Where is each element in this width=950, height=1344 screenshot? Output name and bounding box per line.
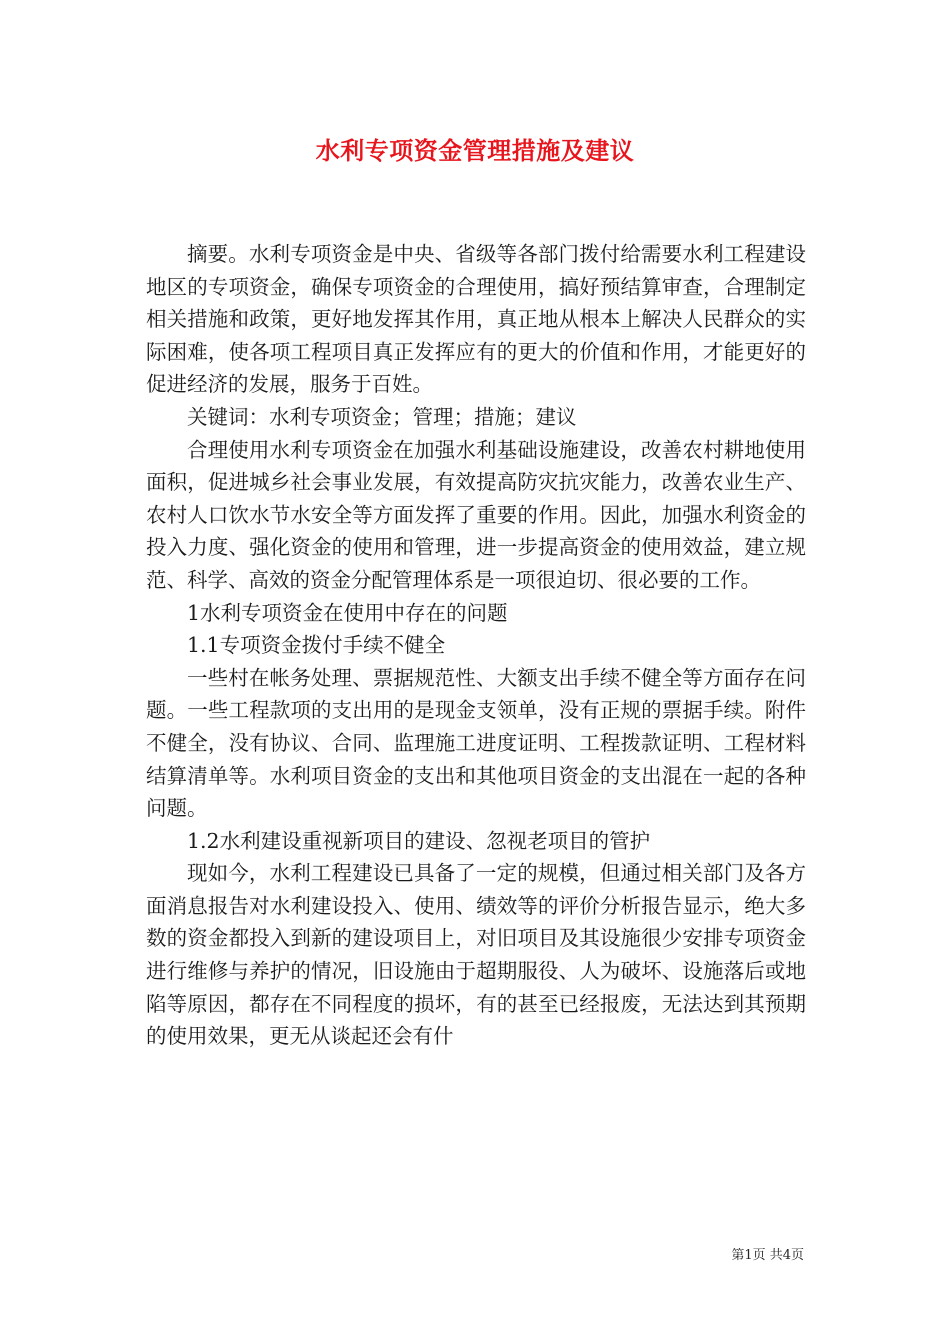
page-number-footer: 第1页 共4页 [731, 1248, 804, 1263]
abstract-paragraph: 摘要。水利专项资金是中央、省级等各部门拨付给需要水利工程建设地区的专项资金，确保专项资金的合理使用，搞好预结算审查，合理制定相关措施和政策，更好地发挥其作用，真正地从根本上解决人民群众的实际困难，使各项工程项目真正发挥应有的更大的价值和作用，才能更好的促进经济的发展，服务于百姓。 [146, 242, 806, 397]
document-title: 水利专项资金管理措施及建议 [315, 136, 635, 165]
intro-paragraph: 合理使用水利专项资金在加强水利基础设施建设，改善农村耕地使用面积，促进城乡社会事业发展，有效提高防灾抗灾能力，改善农业生产、农村人口饮水节水安全等方面发挥了重要的作用。因此，加强水利资金的投入力度、强化资金的使用和管理，进一步提高资金的使用效益，建立规范、科学、高效的资金分配管理体系是一项很迫切、很必要的工作。 [146, 437, 806, 592]
section-heading-1: 1水利专项资金在使用中存在的问题 [187, 600, 508, 625]
document-body [146, 238, 806, 1053]
subsection-heading-1-2: 1.2水利建设重视新项目的建设、忽视老项目的管护 [187, 828, 651, 853]
subsection-heading-1-1: 1.1专项资金拨付手续不健全 [187, 633, 446, 658]
keywords-paragraph: 关键词：水利专项资金；管理；措施；建议 [187, 404, 577, 429]
body-paragraph: 一些村在帐务处理、票据规范性、大额支出手续不健全等方面存在问题。一些工程款项的支出用的是现金支领单，没有正规的票据手续。附件不健全，没有协议、合同、监理施工进度证明、工程拨款证明、工程材料结算清单等。水利项目资金的支出和其他项目资金的支出混在一起的各种问题。 [146, 665, 806, 821]
body-paragraph: 现如今，水利工程建设已具备了一定的规模，但通过相关部门及各方面消息报告对水利建设投入、使用、绩效等的评价分析报告显示，绝大多数的资金都投入到新的建设项目上，对旧项目及其设施很少安排专项资金进行维修与养护的情况，旧设施由于超期服役、人为破坏、设施落后或地陷等原因，都存在不同程度的损坏，有的甚至已经报废，无法达到其预期的使用效果，更无从谈起还会有什 [146, 861, 806, 1049]
